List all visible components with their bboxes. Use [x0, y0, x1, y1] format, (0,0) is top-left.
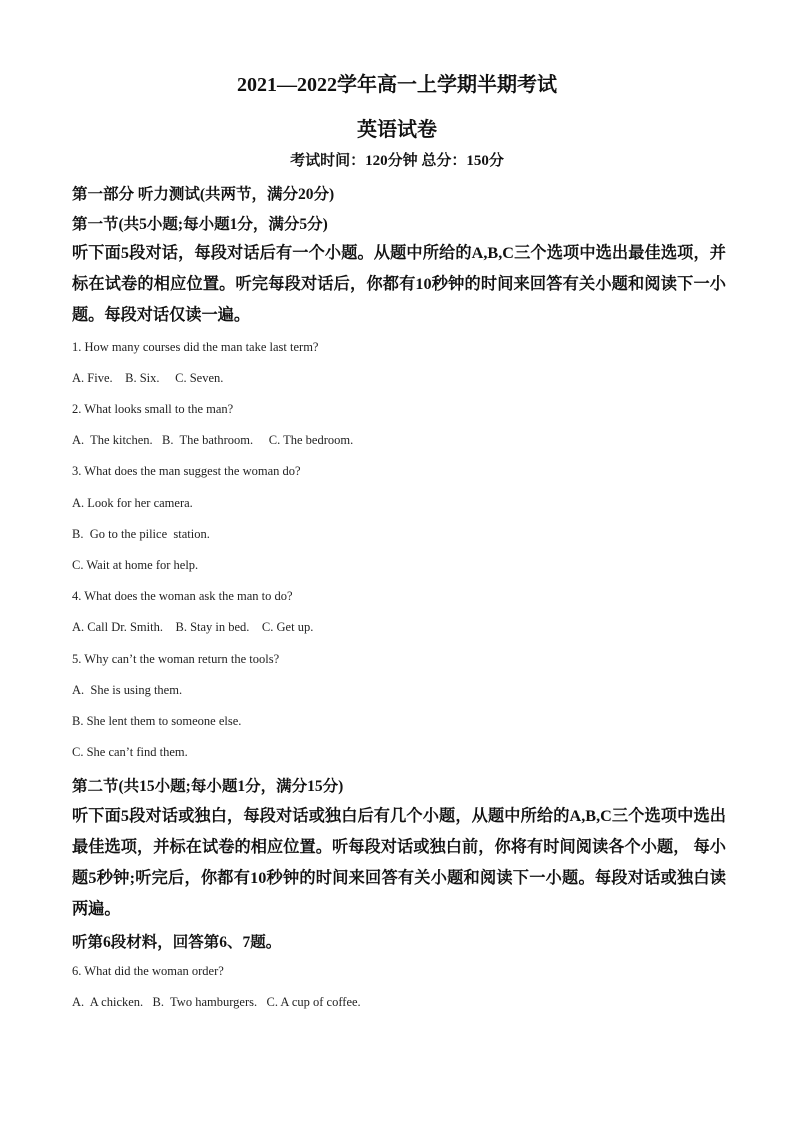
exam-title: 2021—2022学年高一上学期半期考试	[237, 74, 557, 96]
question-1: 1. How many courses did the man take last term?	[72, 340, 319, 354]
question-5-option-a: A. She is using them.	[72, 683, 183, 697]
section2-heading: 第二节(共15小题;每小题1分，满分15分)	[72, 778, 344, 795]
question-4: 4. What does the woman ask the man to do?	[72, 589, 293, 603]
question-1-options: A. Five. B. Six. C. Seven.	[72, 371, 224, 385]
question-2-options: A. The kitchen. B. The bathroom. C. The bedroom.	[72, 433, 354, 447]
question-5: 5. Why can’t the woman return the tools?	[72, 652, 280, 666]
exam-info: 考试时间：120分钟 总分：150分	[290, 153, 504, 169]
question-5-option-b: B. She lent them to someone else.	[72, 714, 242, 728]
question-2: 2. What looks small to the man?	[72, 402, 234, 416]
question-5-option-c: C. She can’t find them.	[72, 745, 188, 759]
material-6-heading: 听第6段材料，回答第6、7题。	[72, 934, 282, 951]
subject-title: 英语试卷	[357, 119, 437, 141]
question-3: 3. What does the man suggest the woman do?	[72, 464, 301, 478]
section1-instructions: 听下面5段对话，每段对话后有一个小题。从题中所给的A,B,C三个选项中选出最佳选项，并标在试卷的相应位置。听完每段对话后，你都有10秒钟的时间来回答有关小题和阅读下一小题。每段对话仅读一遍。	[72, 244, 726, 324]
question-3-option-b: B. Go to the pilice station.	[72, 527, 210, 541]
question-3-option-c: C. Wait at home for help.	[72, 558, 199, 572]
question-3-option-a: A. Look for her camera.	[72, 496, 193, 510]
question-6-options: A. A chicken. B. Two hamburgers. C. A cup of coffee.	[72, 995, 361, 1009]
part1-heading: 第一部分 听力测试(共两节，满分20分)	[72, 186, 335, 203]
question-6: 6. What did the woman order?	[72, 964, 224, 978]
question-4-options: A. Call Dr. Smith. B. Stay in bed. C. Get up.	[72, 620, 314, 634]
section2-instructions: 听下面5段对话或独白，每段对话或独白后有几个小题，从题中所给的A,B,C三个选项中选出最佳选项，并标在试卷的相应位置。听每段对话或独白前，你将有时间阅读各个小题， 每小题5秒钟;听完后，你都有10秒钟的时间来回答有关小题和阅读下一小题。每段对话或独白读两遍。	[72, 807, 726, 918]
section1-heading: 第一节(共5小题;每小题1分，满分5分)	[72, 216, 328, 233]
